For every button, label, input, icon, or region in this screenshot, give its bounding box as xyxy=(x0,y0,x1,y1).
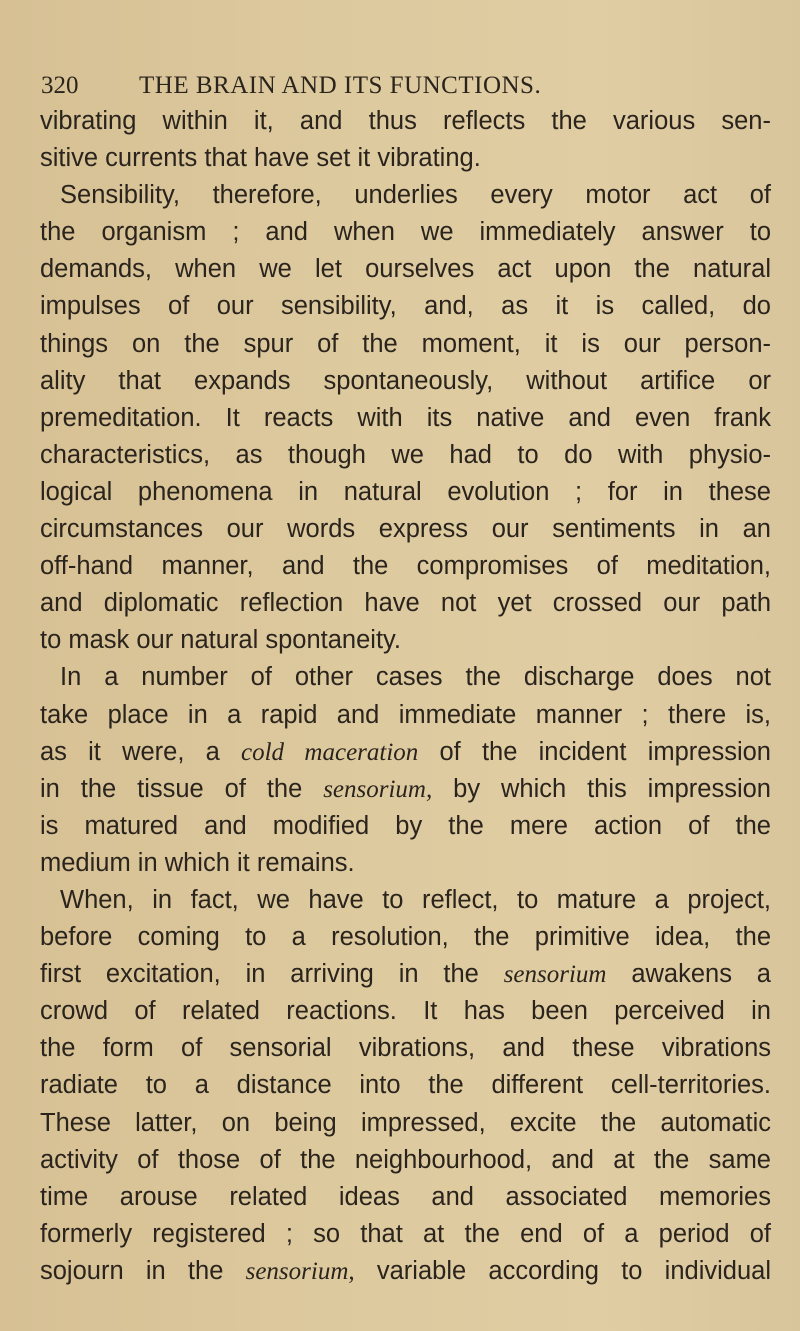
text-line xyxy=(40,548,771,585)
text-segment: the organism ; and when we immediately answer to xyxy=(40,218,771,247)
text-segment: impulses of our sensibility, and, as it is called, do xyxy=(40,292,771,321)
text-line xyxy=(40,585,771,622)
text-line xyxy=(40,1142,771,1179)
text-segment: take place in a rapid and immediate manner ; there is, xyxy=(40,700,771,729)
text-segment: sitive currents that have set it vibrating. xyxy=(40,144,481,173)
text-segment: These latter, on being impressed, excite the automatic xyxy=(40,1108,771,1137)
text-segment: variable according to individual xyxy=(354,1256,772,1285)
text-segment: activity of those of the neighbourhood, and at the same xyxy=(40,1145,771,1174)
text-segment: of the incident impression xyxy=(418,737,771,766)
text-segment: and diplomatic reflection have not yet crossed our path xyxy=(40,589,771,618)
text-line xyxy=(40,845,771,882)
text-segment: Sensibility, therefore, underlies every motor act of xyxy=(60,181,771,210)
text-segment: formerly registered ; so that at the end of a period of xyxy=(40,1219,771,1248)
text-segment: by which this impression xyxy=(432,774,771,803)
text-segment: sojourn in the xyxy=(40,1256,246,1285)
text-segment: radiate to a distance into the different cell-territories. xyxy=(40,1071,771,1100)
text-segment: off-hand manner, and the compromises of meditation, xyxy=(40,552,771,581)
text-line xyxy=(40,697,771,734)
text-line xyxy=(40,993,771,1030)
text-line xyxy=(40,177,771,214)
text-segment: circumstances our words express our sentiments in an xyxy=(40,515,771,544)
text-segment: ality that expands spontaneously, without artifice or xyxy=(40,366,771,395)
text-segment: awakens a xyxy=(606,960,771,989)
text-segment: first excitation, in arriving in the xyxy=(40,960,504,989)
text-segment: logical phenomena in natural evolution ; for in these xyxy=(40,477,771,506)
text-segment: When, in fact, we have to reflect, to mature a project, xyxy=(60,885,771,914)
text-segment: time arouse related ideas and associated memories xyxy=(40,1182,771,1211)
text-line xyxy=(40,956,771,993)
text-line xyxy=(40,1030,771,1067)
text-segment: premeditation. It reacts with its native and even frank xyxy=(40,403,771,432)
text-segment: the form of sensorial vibrations, and these vibrations xyxy=(40,1034,771,1063)
text-line xyxy=(40,771,771,808)
text-line xyxy=(40,400,771,437)
italic-term: cold maceration xyxy=(241,738,419,766)
running-header xyxy=(41,72,781,106)
text-segment: medium in which it remains. xyxy=(40,848,355,877)
text-line xyxy=(40,808,771,845)
text-segment: is matured and modified by the mere action of the xyxy=(40,811,771,840)
text-line xyxy=(40,511,771,548)
italic-term: sensorium, xyxy=(245,1257,355,1285)
text-segment: things on the spur of the moment, it is our person- xyxy=(40,329,771,358)
page-number: 320 xyxy=(41,72,79,99)
text-segment: before coming to a resolution, the primitive idea, the xyxy=(40,923,771,952)
text-line xyxy=(40,1067,771,1104)
text-line xyxy=(40,214,771,251)
text-segment: demands, when we let ourselves act upon the natural xyxy=(40,255,771,284)
text-line xyxy=(40,1253,771,1290)
text-line xyxy=(40,734,771,771)
text-line xyxy=(40,437,771,474)
text-segment: vibrating within it, and thus reflects the various sen- xyxy=(40,107,771,135)
text-line xyxy=(40,474,771,511)
text-line xyxy=(40,622,771,659)
text-line xyxy=(40,251,771,288)
text-segment: in the tissue of the xyxy=(40,774,324,803)
italic-term: sensorium xyxy=(503,961,607,989)
running-title: THE BRAIN AND ITS FUNCTIONS. xyxy=(139,72,542,99)
text-line xyxy=(40,659,771,696)
text-line xyxy=(40,882,771,919)
text-line xyxy=(40,1105,771,1142)
text-line xyxy=(40,326,771,363)
italic-term: sensorium, xyxy=(323,775,433,803)
text-line xyxy=(40,363,771,400)
text-line xyxy=(40,1179,771,1216)
body-text xyxy=(40,103,771,1290)
text-line xyxy=(40,103,771,140)
text-line xyxy=(40,140,771,177)
text-line xyxy=(40,919,771,956)
text-line xyxy=(40,1216,771,1253)
text-segment: characteristics, as though we had to do with physio- xyxy=(40,440,771,469)
text-segment: crowd of related reactions. It has been perceived in xyxy=(40,997,771,1026)
text-line xyxy=(40,288,771,325)
text-segment: In a number of other cases the discharge does not xyxy=(60,663,771,692)
text-segment: to mask our natural spontaneity. xyxy=(40,626,401,655)
text-segment: as it were, a xyxy=(40,737,242,766)
